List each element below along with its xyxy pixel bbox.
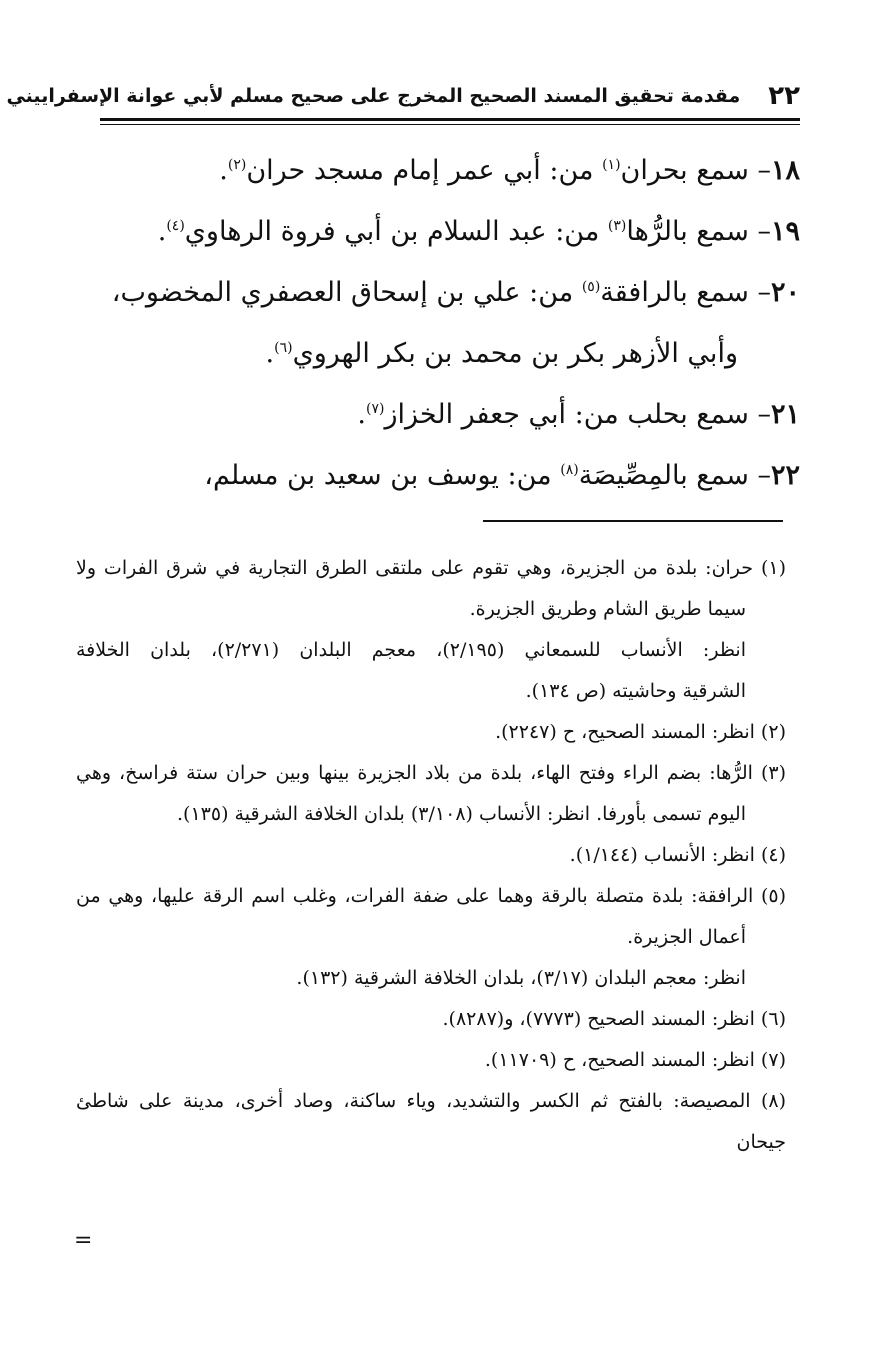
footnote-5-line-2: أعمال الجزيرة. bbox=[627, 926, 746, 948]
footnote-1-line-4: الشرقية وحاشيته (ص ١٣٤). bbox=[525, 680, 746, 702]
item-text: – سمع بالمِصِّيصَة bbox=[578, 460, 771, 491]
continuation-mark: = bbox=[74, 1228, 93, 1253]
item-end: . bbox=[219, 155, 228, 186]
item-continuation-text: وأبي الأزهر بكر بن محمد بن بكر الهروي bbox=[292, 338, 738, 369]
footnote-ref[interactable]: (١) bbox=[602, 157, 621, 173]
footnote-4: (٤) انظر: الأنساب (١/١٤٤). bbox=[569, 844, 786, 866]
item-number: ٢١ bbox=[770, 399, 800, 430]
item-number: ٢٠ bbox=[770, 277, 800, 308]
footnote-8-line-1: (٨) المصيصة: بالفتح ثم الكسر والتشديد، وياء ساكنة، وصاد أخرى، مدينة على شاطئ جيحان bbox=[76, 1090, 786, 1153]
footnote-ref[interactable]: (٨) bbox=[560, 462, 579, 478]
list-item bbox=[100, 262, 800, 323]
item-text-rest: من: عبد السلام بن أبي فروة الرهاوي bbox=[184, 216, 608, 247]
footnote-3-line-2: اليوم تسمى بأورفا. انظر: الأنساب (٣/١٠٨) بلدان الخلافة الشرقية (١٣٥). bbox=[177, 803, 746, 825]
footnote-7: (٧) انظر: المسند الصحيح، ح (١١٧٠٩). bbox=[484, 1049, 786, 1071]
item-text-rest: من: يوسف بن سعيد بن مسلم، bbox=[204, 460, 561, 491]
page-header bbox=[6, 76, 800, 116]
footnote-ref[interactable]: (٧) bbox=[366, 401, 385, 417]
list-item bbox=[100, 384, 800, 445]
footnotes bbox=[76, 548, 786, 1163]
item-end: . bbox=[157, 216, 167, 247]
item-number: ١٩ bbox=[770, 216, 800, 247]
page-number: ٢٢ bbox=[768, 81, 800, 111]
footnote-1-line-3: انظر: الأنساب للسمعاني (٢/١٩٥)، معجم البلدان (٢/٢٧١)، بلدان الخلافة bbox=[76, 639, 746, 661]
item-number: ٢٢ bbox=[770, 460, 800, 491]
item-text: – سمع بحلب من: أبي جعفر الخزاز bbox=[384, 399, 771, 430]
item-text: – سمع بالرافقة bbox=[600, 277, 771, 308]
footnote-5-line-3: انظر: معجم البلدان (٣/١٧)، بلدان الخلافة الشرقية (١٣٢). bbox=[296, 967, 746, 989]
footnote-6: (٦) انظر: المسند الصحيح (٧٧٧٣)، و(٨٢٨٧). bbox=[442, 1008, 786, 1030]
footnote-ref[interactable]: (٦) bbox=[274, 340, 293, 356]
main-text bbox=[100, 140, 800, 506]
header-rule-thin bbox=[100, 124, 800, 125]
footnote-1-line-1: (١) حران: بلدة من الجزيرة، وهي تقوم على ملتقى الطرق التجارية في شرق الفرات ولا bbox=[76, 557, 786, 579]
footnote-1-line-2: سيما طريق الشام وطريق الجزيرة. bbox=[469, 598, 746, 620]
footnote-2: (٢) انظر: المسند الصحيح، ح (٢٢٤٧). bbox=[495, 721, 786, 743]
item-number: ١٨ bbox=[770, 155, 800, 186]
list-item bbox=[100, 140, 800, 201]
footnote-5-line-1: (٥) الرافقة: بلدة متصلة بالرقة وهما على ضفة الفرات، وغلب اسم الرقة عليها، وهي من bbox=[76, 885, 786, 907]
running-title: مقدمة تحقيق المسند الصحيح المخرج على صحيح مسلم لأبي عوانة الإسفراييني bbox=[6, 85, 741, 107]
list-item-continuation bbox=[100, 323, 800, 384]
footnote-ref[interactable]: (٢) bbox=[227, 157, 247, 173]
footnote-ref[interactable]: (٥) bbox=[581, 279, 601, 295]
item-text-rest: من: علي بن إسحاق العصفري المخضوب، bbox=[111, 277, 582, 308]
item-end: . bbox=[357, 399, 367, 430]
item-text: – سمع بالرُّها bbox=[626, 216, 771, 247]
footnote-3-line-1: (٣) الرُّها: بضم الراء وفتح الهاء، بلدة من بلاد الجزيرة بينها وبين حران ستة فراسخ، وهي bbox=[76, 762, 786, 784]
footnote-ref[interactable]: (٤) bbox=[166, 218, 185, 234]
item-end: . bbox=[265, 338, 275, 369]
footnote-ref[interactable]: (٣) bbox=[607, 218, 627, 234]
item-text-rest: من: أبي عمر إمام مسجد حران bbox=[246, 155, 603, 186]
header-rule-thick bbox=[100, 118, 800, 121]
footnote-separator bbox=[483, 520, 783, 522]
list-item bbox=[100, 445, 800, 506]
list-item bbox=[100, 201, 800, 262]
item-text: – سمع بحران bbox=[620, 155, 771, 186]
